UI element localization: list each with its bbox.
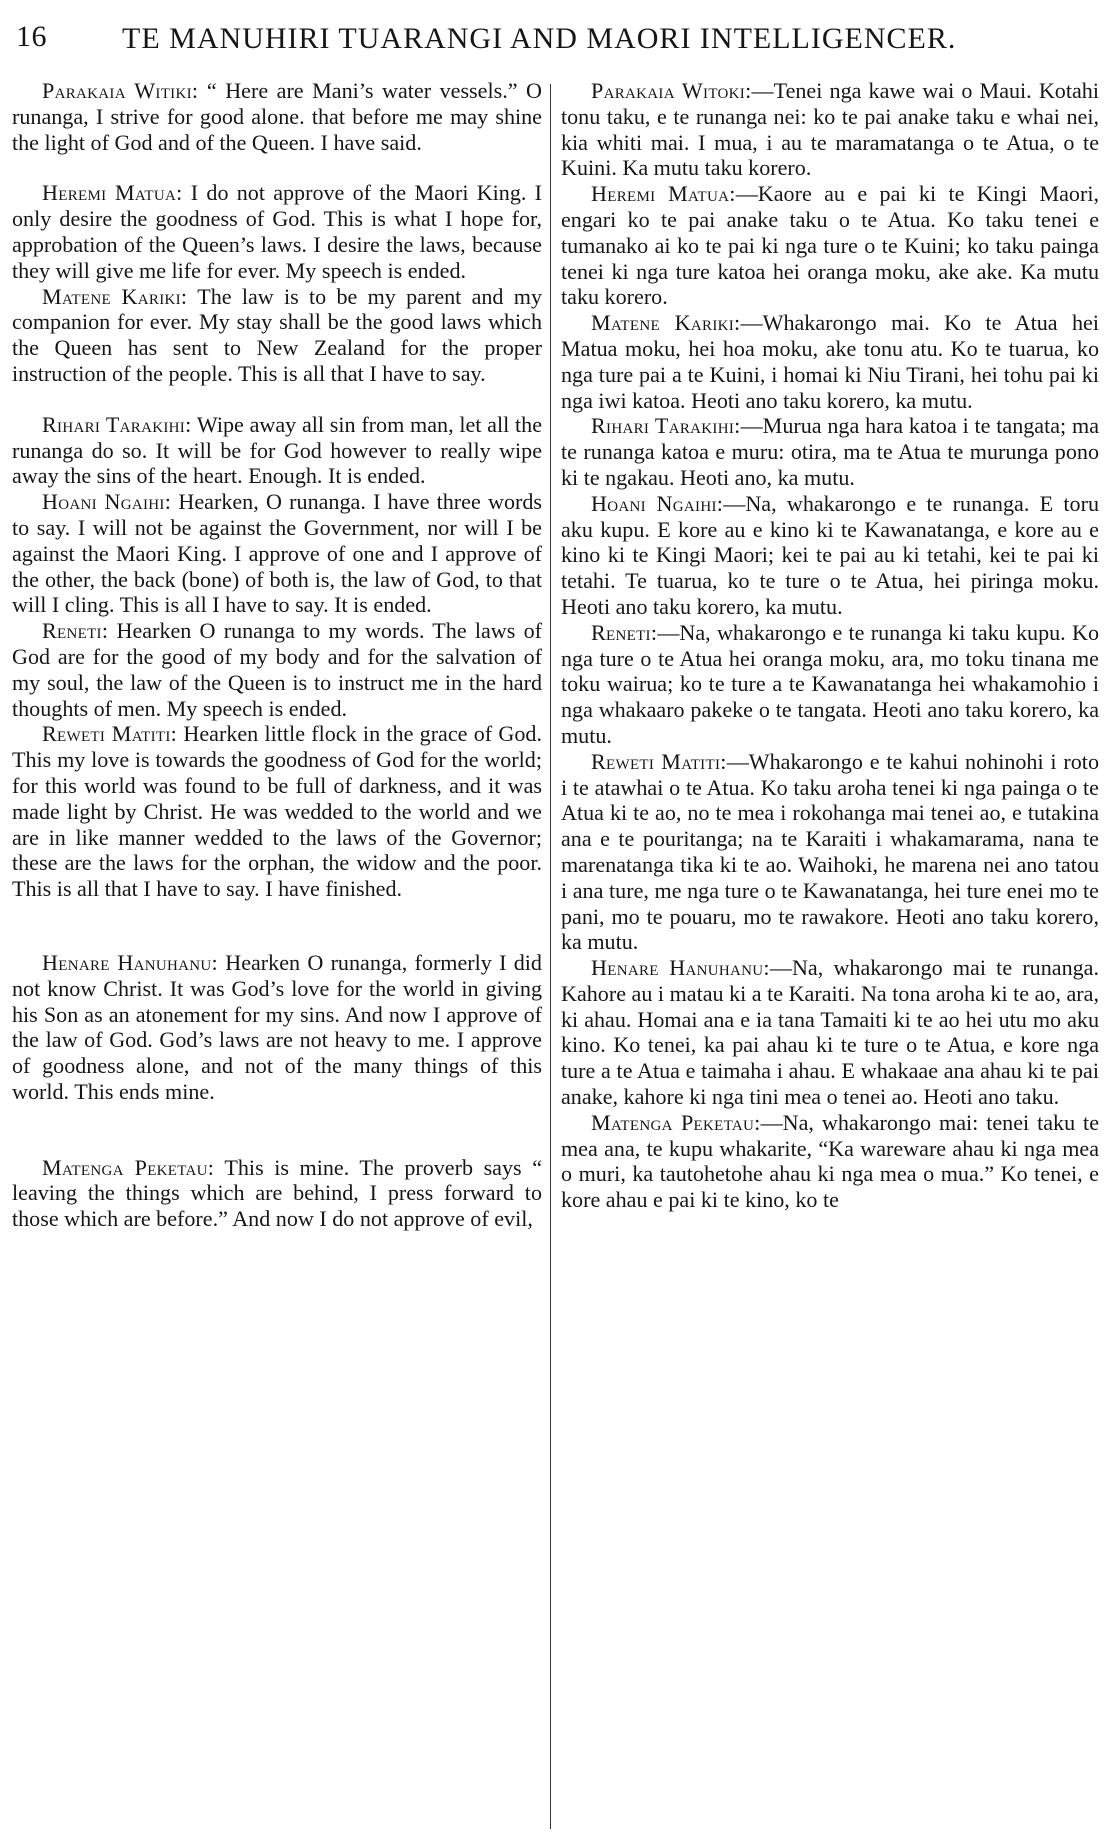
english-paragraph [12, 618, 542, 721]
speech-text: I do not approve of the Maori King. I only desire the goodness of God. This is what I hope for, approbation of the Queen’s laws. I desire the laws, because they will give me life for ever. My speech is ended. [12, 180, 542, 283]
maori-paragraph [561, 620, 1099, 749]
speech-text: —Whakarongo mai. Ko te Atua hei Matua moku, hei hoa moku, ake tonu atu. Ko te tuarua, ko nga ture pai a te Kuini, i homai ki Niu Tirani, hei tohu pai ki nga iwi katoa. Heoti ano taku korero, ka mutu. [561, 310, 1099, 413]
speech-text: The law is to be my parent and my companion for ever. My stay shall be the good laws which the Queen has sent to New Zealand for the proper instruction of the people. This is all that I have to say. [12, 283, 542, 386]
speech-text: Hearken little flock in the grace of God. This my love is towards the goodness of God for the world; for this world was found to be full of darkness, and it was made light by Christ. He was wedded to the world and we are in like manner wedded to the laws of the Governor; these are the laws for the orphan, the widow and the poor. This is all that I have to say. I have finished. [12, 721, 542, 902]
english-paragraph [12, 1155, 542, 1232]
speech-text: —Murua nga hara katoa i te tangata; ma te runanga katoa e muru: otira, ma te Atua te murunga pono ki te ngakau. Heoti ano, ka mutu. [561, 413, 1099, 490]
speaker-name: Reweti Matiti: [42, 721, 178, 747]
speaker-name: Matenga Peketau: [42, 1154, 215, 1180]
maori-paragraph [561, 1110, 1099, 1213]
maori-paragraph [561, 181, 1099, 310]
speaker-name: Hoani Ngaihi: [42, 489, 172, 515]
speaker-name: Rihari Tarakihi: [591, 413, 741, 439]
page-title: TE MANUHIRI TUARANGI AND MAORI INTELLIGENCER. [122, 22, 957, 55]
speaker-name: Henare Hanuhanu: [42, 949, 218, 975]
speaker-name: Heremi Matua: [42, 180, 183, 206]
speaker-name: Hoani Ngaihi: [591, 490, 724, 516]
english-column [12, 78, 542, 1823]
speaker-name: Parakaia Witoki: [591, 78, 752, 103]
speech-text: Hearken O runanga to my words. The laws of God are for the good of my body and for the salvation of my soul, the law of the Queen is to instruct me in the hard thoughts of men. My speech is ended. [12, 618, 542, 721]
english-paragraph [12, 284, 542, 387]
maori-column [561, 78, 1099, 1823]
maori-paragraph [561, 749, 1099, 955]
speech-text: This is mine. The proverb says “ leaving the things which are behind, I press forward to those which are before.” And now I do not approve of evil, [12, 1154, 542, 1232]
speech-text: —Na, whakarongo e te runanga. E toru aku kupu. E kore au e kino ki te Kawanatanga, e kore au e kino ki te Kingi Maori; kei te pai au ki tetahi, kei te pai ki tetahi. Te tuarua, ko te ture o te Atua, hei piringa moku. Heoti ano taku korero, ka mutu. [561, 490, 1099, 619]
speech-text: —Na, whakarongo mai te runanga. Kahore au i matau ki a te Karaiti. Na tona aroha ki te ao, ara, ki ahau. Homai ana e ia tana Tamaiti ki te ao hei utu mo aku kino. Ko tenei, ka pai ahau ki te ture o te Atua, e kore nga ture a te Atua e taimaha i ahau. E whakaae ana ahau ki te pai anake, kahore ki nga tini mea o tenei ao. Heoti ano taku. [561, 955, 1099, 1110]
english-paragraph [12, 721, 542, 902]
page-header [10, 14, 1110, 64]
maori-paragraph [561, 955, 1099, 1110]
page-number: 16 [16, 20, 47, 53]
english-paragraph [12, 950, 542, 1105]
speech-text: Wipe away all sin from man, let all the runanga do so. It will be for God however to really wipe away the sins of the heart. Enough. It is ended. [12, 411, 542, 489]
speaker-name: Parakaia Witiki: [42, 78, 199, 103]
speech-text: Hearken, O runanga. I have three words to say. I will not be against the Government, nor will I be against the Maori King. I approve of one and I approve of the other, the back (bone) of both is, the law of God, to that will I cling. This is all I have to say. It is ended. [12, 489, 542, 618]
speech-text: —Na, whakarongo mai: tenei taku te mea ana, te kupu whakarite, “Ka wareware ahau ki nga mea o muri, ka tautohetohe ahau ki nga mea o mua.” Ko tenei, e kore ahau e pai ki te kino, ko te [561, 1109, 1099, 1213]
speaker-name: Reneti: [591, 619, 658, 645]
speech-text: “ Here are Mani’s water vessels.” O runanga, I strive for good alone. that before me may shine the light of God and of the Queen. I have said. [12, 78, 542, 155]
maori-paragraph [561, 491, 1099, 620]
speaker-name: Reweti Matiti: [591, 748, 727, 774]
speaker-name: Heremi Matua: [591, 181, 736, 207]
column-divider [550, 84, 551, 1829]
speech-text: —Tenei nga kawe wai o Maui. Kotahi tonu taku, e te runanga nei: ko te pai anake taku e whai nei, kia whiti mai. I mua, i au te maramatanga o te Atua, o te Kuini. Ka mutu taku korero. [561, 78, 1099, 181]
english-paragraph [12, 78, 542, 155]
english-paragraph [12, 180, 542, 283]
speech-text: —Na, whakarongo e te runanga ki taku kupu. Ko nga ture o te Atua hei oranga moku, ara, mo toku tinana me toku wairua; ko te ture a te Kawanatanga hei whakamohio i nga whakaaro pakeke o te tangata. Heoti ano taku korero, ka mutu. [561, 619, 1099, 748]
speaker-name: Matene Kariki: [591, 310, 741, 336]
speaker-name: Matenga Peketau: [591, 1109, 761, 1135]
maori-paragraph [561, 78, 1099, 181]
speaker-name: Henare Hanuhanu: [591, 955, 770, 981]
speaker-name: Matene Kariki: [42, 283, 188, 309]
speech-text: —Whakarongo e te kahui nohinohi i roto i te atawhai o te Atua. Ko taku aroha tenei ki nga painga o te Atua ki te ao, no te mea i rokohanga mai tenei ao, e tutakina ana e te pouritanga; na te Karaiti i whakamarama, nana te marenatanga tika ki te ao. Waihoki, he marena nei ano tatou i ana ture, me nga ture o te Kawanatanga, hei ture enei mo te pani, mo te pouaru, mo te rawakore. Heoti ano taku korero, ka mutu. [561, 748, 1099, 955]
english-paragraph [12, 489, 542, 618]
speech-text: Hearken O runanga, formerly I did not know Christ. It was God’s love for the world in giving his Son as an atonement for my sins. And now I approve of the law of God. God’s laws are not heavy to me. I approve of goodness alone, and not of the many things of this world. This ends mine. [12, 949, 542, 1104]
speaker-name: Reneti: [42, 618, 109, 644]
maori-paragraph [561, 310, 1099, 413]
speech-text: —Kaore au e pai ki te Kingi Maori, engari ko te pai anake taku o te Atua. Ko taku tenei e tumanako ai ko te pai ki nga ture o te Kuini; ko taku painga tenei ki nga ture katoa hei oranga moku, ake ake. Ka mutu taku korero. [561, 181, 1099, 310]
speaker-name: Rihari Tarakihi: [42, 411, 192, 437]
english-paragraph [12, 412, 542, 489]
maori-paragraph [561, 413, 1099, 490]
